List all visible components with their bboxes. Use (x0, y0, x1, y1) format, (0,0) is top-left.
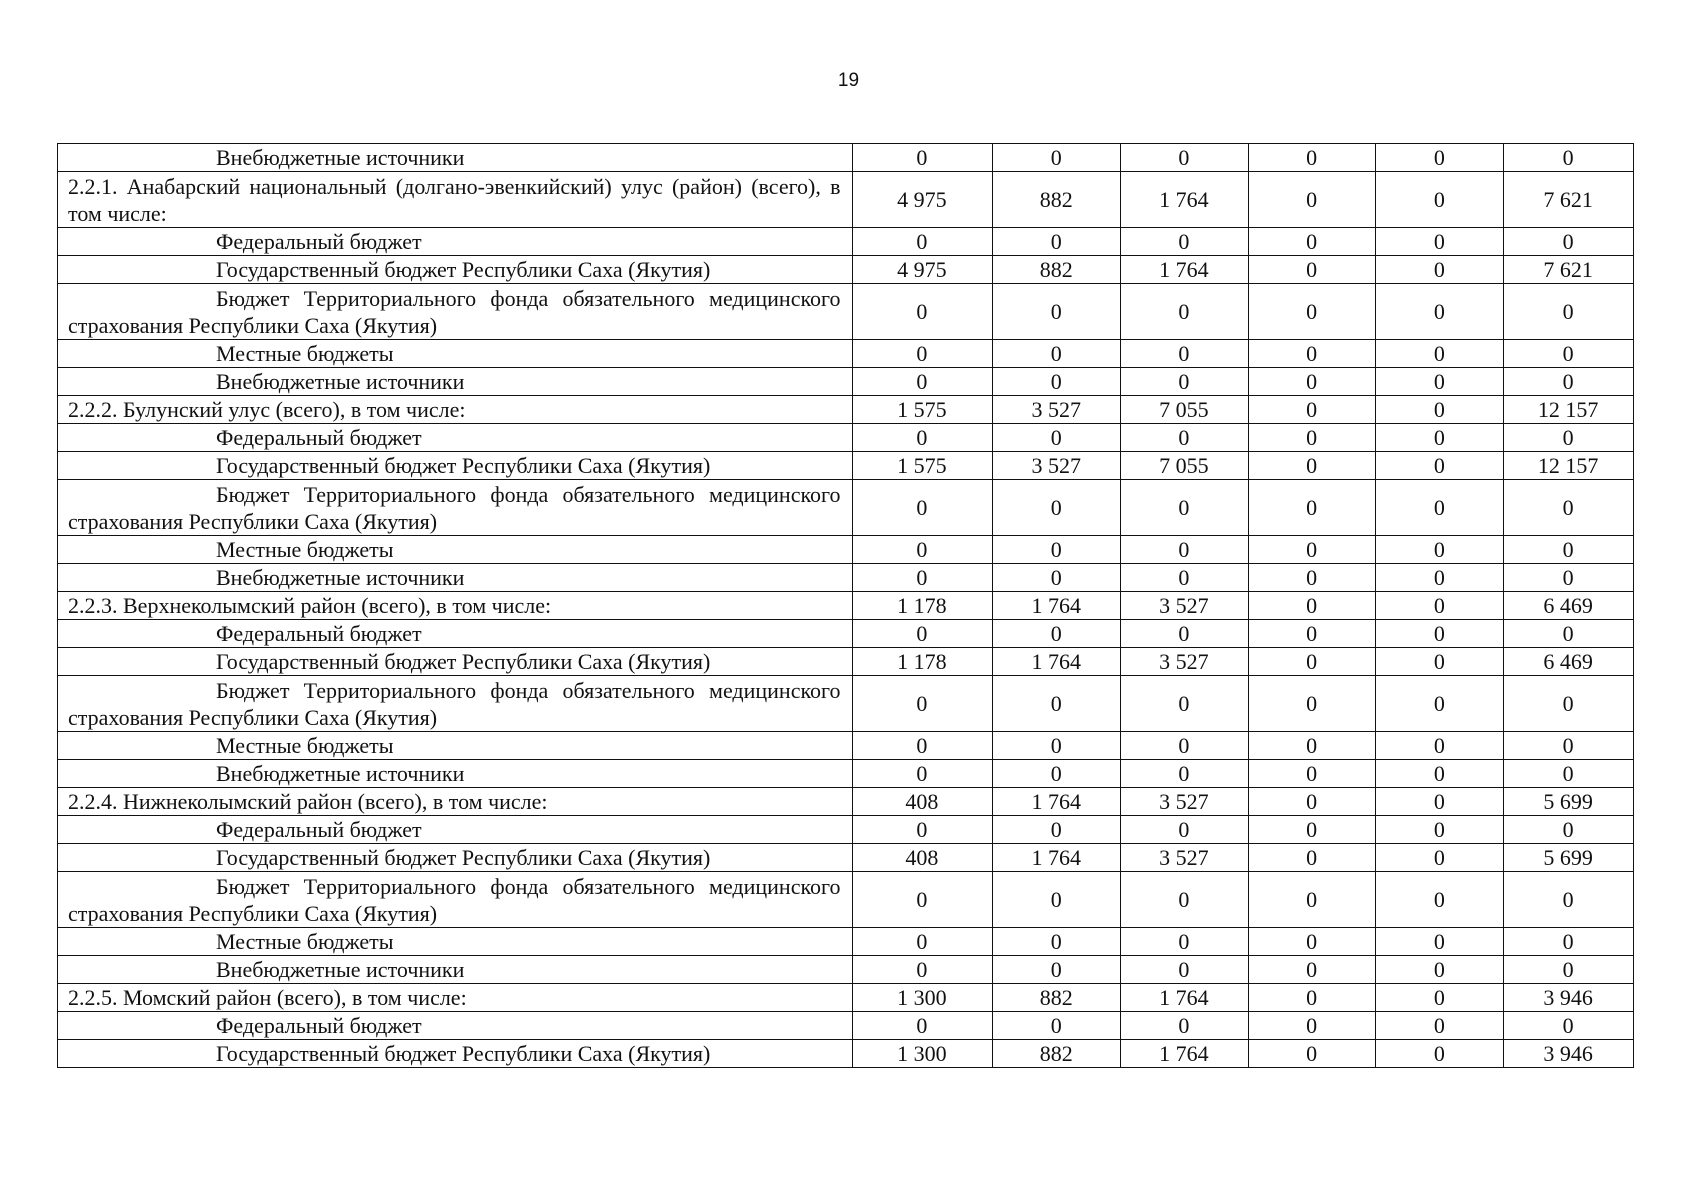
value-cell: 0 (1248, 424, 1376, 452)
value-cell: 0 (852, 144, 993, 172)
value-cell-total: 6 469 (1504, 648, 1634, 676)
value-cell: 3 527 (1121, 844, 1249, 872)
value-cell-total: 0 (1504, 760, 1634, 788)
value-cell: 0 (993, 284, 1121, 340)
value-cell: 0 (1248, 816, 1376, 844)
table-row (58, 620, 1634, 648)
value-cell: 0 (852, 620, 993, 648)
value-cell: 3 527 (1121, 788, 1249, 816)
value-cell: 0 (993, 676, 1121, 732)
value-cell: 0 (1121, 956, 1249, 984)
value-cell: 0 (993, 340, 1121, 368)
budget-source-label: Местные бюджеты (58, 928, 853, 956)
table-row (58, 340, 1634, 368)
budget-source-label: Внебюджетные источники (58, 564, 853, 592)
budget-source-label: Внебюджетные источники (58, 368, 853, 396)
value-cell-total: 0 (1504, 536, 1634, 564)
value-cell: 0 (993, 816, 1121, 844)
value-cell: 0 (1376, 592, 1504, 620)
value-cell: 0 (993, 760, 1121, 788)
value-cell-total: 0 (1504, 676, 1634, 732)
value-cell: 0 (993, 620, 1121, 648)
value-cell: 0 (993, 144, 1121, 172)
table-row (58, 760, 1634, 788)
value-cell-total: 7 621 (1504, 172, 1634, 228)
value-cell: 0 (993, 928, 1121, 956)
value-cell: 0 (1376, 760, 1504, 788)
value-cell-total: 0 (1504, 564, 1634, 592)
budget-source-label: Государственный бюджет Республики Саха (Якутия) (58, 648, 853, 676)
district-label: 2.2.2. Булунский улус (всего), в том числе: (58, 396, 853, 424)
value-cell: 0 (1248, 676, 1376, 732)
value-cell-total: 0 (1504, 424, 1634, 452)
district-label: 2.2.4. Нижнеколымский район (всего), в том числе: (58, 788, 853, 816)
value-cell: 0 (852, 928, 993, 956)
value-cell: 0 (1376, 1040, 1504, 1068)
value-cell: 882 (993, 984, 1121, 1012)
value-cell: 0 (852, 676, 993, 732)
value-cell: 0 (1248, 536, 1376, 564)
value-cell: 0 (1248, 844, 1376, 872)
table-row (58, 928, 1634, 956)
value-cell: 7 055 (1121, 452, 1249, 480)
value-cell: 0 (1248, 144, 1376, 172)
value-cell: 0 (1376, 284, 1504, 340)
value-cell: 0 (1248, 480, 1376, 536)
value-cell-total: 0 (1504, 956, 1634, 984)
value-cell: 0 (852, 368, 993, 396)
value-cell: 1 764 (1121, 1040, 1249, 1068)
value-cell-total: 0 (1504, 480, 1634, 536)
value-cell: 0 (1248, 256, 1376, 284)
value-cell: 0 (1248, 172, 1376, 228)
value-cell: 4 975 (852, 172, 993, 228)
budget-source-label: Бюджет Территориального фонда обязательного медицинского страхования Республики Саха (Якутия) (58, 284, 853, 340)
value-cell: 0 (993, 732, 1121, 760)
value-cell-total: 12 157 (1504, 396, 1634, 424)
value-cell: 0 (1376, 396, 1504, 424)
value-cell: 0 (1376, 480, 1504, 536)
value-cell: 1 764 (993, 788, 1121, 816)
district-label: 2.2.5. Момский район (всего), в том числе: (58, 984, 853, 1012)
value-cell: 0 (1248, 648, 1376, 676)
value-cell: 1 764 (1121, 984, 1249, 1012)
value-cell: 0 (993, 1012, 1121, 1040)
value-cell-total: 0 (1504, 620, 1634, 648)
value-cell: 0 (1248, 452, 1376, 480)
value-cell: 1 178 (852, 592, 993, 620)
budget-source-label: Местные бюджеты (58, 536, 853, 564)
value-cell-total: 3 946 (1504, 984, 1634, 1012)
value-cell: 0 (1248, 340, 1376, 368)
value-cell: 0 (1376, 172, 1504, 228)
value-cell: 0 (1121, 424, 1249, 452)
value-cell: 0 (1121, 228, 1249, 256)
value-cell: 0 (1376, 228, 1504, 256)
value-cell-total: 5 699 (1504, 844, 1634, 872)
budget-source-label: Государственный бюджет Республики Саха (Якутия) (58, 452, 853, 480)
value-cell: 0 (852, 424, 993, 452)
value-cell-total: 0 (1504, 228, 1634, 256)
budget-source-label: Государственный бюджет Республики Саха (Якутия) (58, 1040, 853, 1068)
value-cell: 882 (993, 1040, 1121, 1068)
value-cell-total: 6 469 (1504, 592, 1634, 620)
value-cell: 3 527 (993, 452, 1121, 480)
value-cell: 3 527 (993, 396, 1121, 424)
value-cell: 0 (1248, 368, 1376, 396)
value-cell: 0 (852, 816, 993, 844)
value-cell: 882 (993, 172, 1121, 228)
value-cell: 1 575 (852, 452, 993, 480)
budget-source-label: Бюджет Территориального фонда обязательного медицинского страхования Республики Саха (Якутия) (58, 480, 853, 536)
budget-source-label: Государственный бюджет Республики Саха (Якутия) (58, 844, 853, 872)
value-cell: 0 (1376, 620, 1504, 648)
value-cell: 0 (1376, 424, 1504, 452)
value-cell: 0 (1376, 984, 1504, 1012)
table-row (58, 564, 1634, 592)
value-cell-total: 12 157 (1504, 452, 1634, 480)
budget-source-label: Бюджет Территориального фонда обязательного медицинского страхования Республики Саха (Якутия) (58, 872, 853, 928)
page-number: 19 (837, 70, 860, 91)
table-row (58, 228, 1634, 256)
district-label: 2.2.3. Верхнеколымский район (всего), в том числе: (58, 592, 853, 620)
value-cell-total: 5 699 (1504, 788, 1634, 816)
value-cell: 0 (1376, 368, 1504, 396)
value-cell: 0 (1376, 144, 1504, 172)
table-row (58, 284, 1634, 340)
value-cell: 0 (1248, 788, 1376, 816)
value-cell: 0 (852, 872, 993, 928)
value-cell: 0 (1248, 396, 1376, 424)
value-cell: 0 (1376, 816, 1504, 844)
value-cell: 0 (1248, 732, 1376, 760)
value-cell: 0 (1121, 928, 1249, 956)
value-cell: 0 (1121, 816, 1249, 844)
value-cell-total: 7 621 (1504, 256, 1634, 284)
table-row (58, 452, 1634, 480)
value-cell: 0 (1248, 872, 1376, 928)
budget-table (57, 143, 1634, 1068)
budget-source-label: Местные бюджеты (58, 732, 853, 760)
value-cell-total: 0 (1504, 368, 1634, 396)
value-cell: 0 (1376, 788, 1504, 816)
value-cell: 0 (1121, 536, 1249, 564)
value-cell: 0 (1121, 676, 1249, 732)
table-row-section-total (58, 592, 1634, 620)
table-row (58, 732, 1634, 760)
budget-source-label: Государственный бюджет Республики Саха (Якутия) (58, 256, 853, 284)
value-cell: 0 (1248, 228, 1376, 256)
table-row (58, 1040, 1634, 1068)
value-cell-total: 0 (1504, 284, 1634, 340)
budget-source-label: Федеральный бюджет (58, 228, 853, 256)
value-cell: 0 (852, 760, 993, 788)
value-cell: 0 (1376, 732, 1504, 760)
value-cell: 4 975 (852, 256, 993, 284)
value-cell: 0 (1121, 872, 1249, 928)
table-row-section-total (58, 172, 1634, 228)
value-cell: 1 178 (852, 648, 993, 676)
value-cell: 0 (1248, 564, 1376, 592)
budget-source-label: Внебюджетные источники (58, 956, 853, 984)
value-cell: 0 (1248, 760, 1376, 788)
value-cell: 1 764 (993, 648, 1121, 676)
value-cell: 0 (852, 536, 993, 564)
table-row (58, 424, 1634, 452)
table-row (58, 256, 1634, 284)
value-cell: 0 (1376, 844, 1504, 872)
value-cell-total: 0 (1504, 872, 1634, 928)
value-cell: 1 764 (993, 592, 1121, 620)
value-cell: 0 (1248, 956, 1376, 984)
table-row (58, 1012, 1634, 1040)
value-cell: 0 (1248, 284, 1376, 340)
value-cell: 1 575 (852, 396, 993, 424)
value-cell-total: 0 (1504, 1012, 1634, 1040)
value-cell: 408 (852, 844, 993, 872)
value-cell: 0 (1121, 564, 1249, 592)
value-cell: 0 (1121, 340, 1249, 368)
value-cell: 0 (993, 536, 1121, 564)
value-cell: 0 (852, 480, 993, 536)
value-cell: 0 (1376, 648, 1504, 676)
value-cell: 0 (852, 732, 993, 760)
value-cell: 0 (1248, 592, 1376, 620)
table-row (58, 480, 1634, 536)
value-cell: 0 (852, 284, 993, 340)
table-body (58, 144, 1634, 1068)
value-cell: 0 (1248, 928, 1376, 956)
table-row (58, 816, 1634, 844)
table-row-section-total (58, 788, 1634, 816)
table-row (58, 956, 1634, 984)
table-row-section-total (58, 984, 1634, 1012)
value-cell: 0 (1121, 1012, 1249, 1040)
value-cell: 0 (993, 424, 1121, 452)
value-cell-total: 0 (1504, 816, 1634, 844)
table-row (58, 872, 1634, 928)
value-cell: 0 (1376, 1012, 1504, 1040)
table-row-section-total (58, 396, 1634, 424)
value-cell: 0 (1376, 452, 1504, 480)
value-cell: 0 (1121, 620, 1249, 648)
value-cell: 0 (1376, 872, 1504, 928)
value-cell: 1 764 (1121, 172, 1249, 228)
value-cell: 0 (1248, 1040, 1376, 1068)
table-row (58, 648, 1634, 676)
value-cell: 1 300 (852, 1040, 993, 1068)
value-cell: 0 (1121, 480, 1249, 536)
value-cell: 0 (993, 480, 1121, 536)
value-cell: 0 (993, 228, 1121, 256)
budget-source-label: Бюджет Территориального фонда обязательного медицинского страхования Республики Саха (Якутия) (58, 676, 853, 732)
value-cell-total: 0 (1504, 340, 1634, 368)
value-cell: 0 (1121, 760, 1249, 788)
value-cell: 3 527 (1121, 648, 1249, 676)
table-row (58, 536, 1634, 564)
district-label: 2.2.1. Анабарский национальный (долгано-эвенкийский) улус (район) (всего), в том числе: (58, 172, 853, 228)
value-cell: 408 (852, 788, 993, 816)
value-cell: 0 (1376, 256, 1504, 284)
budget-source-label: Федеральный бюджет (58, 816, 853, 844)
value-cell: 0 (1248, 620, 1376, 648)
value-cell: 0 (1376, 536, 1504, 564)
budget-source-label: Внебюджетные источники (58, 144, 853, 172)
value-cell: 0 (1121, 368, 1249, 396)
value-cell: 1 764 (1121, 256, 1249, 284)
value-cell: 1 300 (852, 984, 993, 1012)
budget-source-label: Внебюджетные источники (58, 760, 853, 788)
value-cell-total: 0 (1504, 144, 1634, 172)
value-cell-total: 0 (1504, 928, 1634, 956)
budget-source-label: Федеральный бюджет (58, 424, 853, 452)
table-row (58, 676, 1634, 732)
value-cell: 0 (852, 228, 993, 256)
value-cell: 0 (1121, 284, 1249, 340)
value-cell: 0 (1248, 1012, 1376, 1040)
value-cell-total: 3 946 (1504, 1040, 1634, 1068)
value-cell-total: 0 (1504, 732, 1634, 760)
value-cell: 0 (852, 340, 993, 368)
value-cell: 1 764 (993, 844, 1121, 872)
value-cell: 0 (1376, 676, 1504, 732)
value-cell: 0 (993, 956, 1121, 984)
value-cell: 882 (993, 256, 1121, 284)
value-cell: 0 (1248, 984, 1376, 1012)
budget-source-label: Местные бюджеты (58, 340, 853, 368)
value-cell: 0 (1376, 340, 1504, 368)
value-cell: 0 (852, 956, 993, 984)
table-row (58, 144, 1634, 172)
value-cell: 0 (993, 368, 1121, 396)
value-cell: 0 (993, 872, 1121, 928)
value-cell: 0 (1376, 564, 1504, 592)
value-cell: 0 (1121, 732, 1249, 760)
budget-source-label: Федеральный бюджет (58, 1012, 853, 1040)
value-cell: 0 (852, 1012, 993, 1040)
value-cell: 0 (993, 564, 1121, 592)
table-row (58, 844, 1634, 872)
value-cell: 0 (1121, 144, 1249, 172)
value-cell: 0 (1376, 928, 1504, 956)
table-row (58, 368, 1634, 396)
value-cell: 0 (852, 564, 993, 592)
budget-source-label: Федеральный бюджет (58, 620, 853, 648)
value-cell: 3 527 (1121, 592, 1249, 620)
value-cell: 0 (1376, 956, 1504, 984)
value-cell: 7 055 (1121, 396, 1249, 424)
